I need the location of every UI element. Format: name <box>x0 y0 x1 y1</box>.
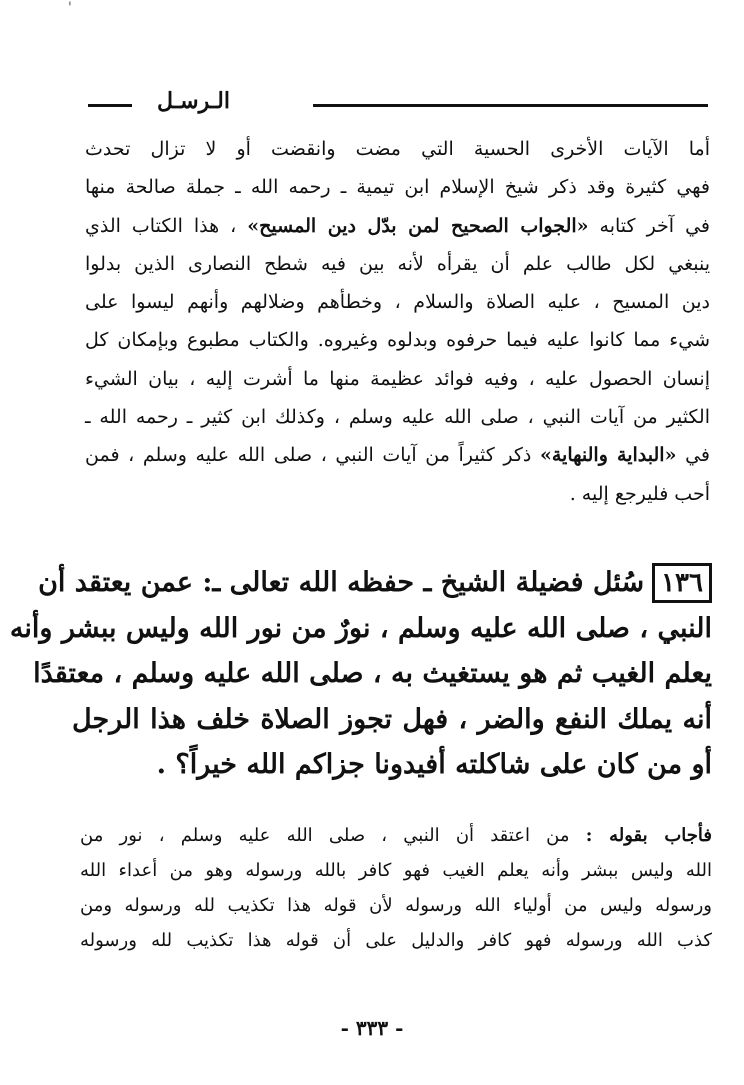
text-segment: سُئل فضيلة الشيخ ـ حفظه الله تعالى ـ: عمن يعتقد أن <box>38 567 645 598</box>
text-segment: في <box>685 444 710 467</box>
text-line: يعلم الغيب ثم هو يستغيث به ، صلى الله عليه وسلم ، معتقدًا <box>33 658 712 689</box>
paragraph-intro <box>85 130 710 513</box>
text-line: الله وليس ببشر وأنه يعلم الغيب فهو كافر بالله ورسوله وهو من أعداء الله <box>80 860 712 881</box>
text-line <box>38 560 712 606</box>
text-line: أما الآيات الأخرى الحسية التي مضت وانقضت أو لا تزال تحدث <box>85 138 710 160</box>
text-line: كذب الله ورسوله فهو كافر والدليل على أن قوله هذا تكذيب لله ورسوله <box>80 930 712 951</box>
text-segment: ذكر كثيراً من آيات النبي ، صلى الله عليه وسلم ، فمن <box>85 444 532 467</box>
page-number: - ٣٣٣ - <box>340 1016 404 1040</box>
text-line: ينبغي لكل طالب علم أن يقرأه لأنه بين فيه شطح النصارى الذين بدلوا <box>85 252 710 275</box>
corner-mark: ' <box>68 0 72 16</box>
question-number: ١٣٦ <box>652 563 712 603</box>
text-line: شيء مما كانوا عليه فيما حرفوه وبدلوه وغيروه. والكتاب مطبوع وبإمكان كل <box>85 329 710 352</box>
text-segment: من اعتقد أن النبي ، صلى الله عليه وسلم ، نور من <box>80 825 570 846</box>
text-line <box>80 818 712 853</box>
header-rule-long <box>313 104 708 107</box>
text-line <box>85 207 710 245</box>
text-line: النبي ، صلى الله عليه وسلم ، نورٌ من نور الله وليس ببشر وأنه <box>9 612 712 644</box>
text-line: دين المسيح ، عليه الصلاة والسلام ، وخطأهم وضلالهم وأنهم ليسوا على <box>85 291 710 314</box>
book-title: «البداية والنهاية» <box>540 444 677 467</box>
header-rule-short <box>88 104 132 107</box>
text-line: أو من كان على شاكلته أفيدونا جزاكم الله خيراً؟ . <box>156 749 712 780</box>
running-header <box>88 88 708 116</box>
text-segment: في آخر كتابه <box>599 214 710 237</box>
text-segment: ، هذا الكتاب الذي <box>85 214 237 237</box>
text-line: أنه يملك النفع والضر ، فهل تجوز الصلاة خلف هذا الرجل <box>72 703 712 735</box>
text-line: إنسان الحصول عليه ، وفيه فوائد عظيمة منها ما أشرت إليه ، بيان الشيء <box>85 367 710 390</box>
text-line: فهي كثيرة وقد ذكر شيخ الإسلام ابن تيمية ـ رحمه الله ـ جملة صالحة منها <box>85 176 710 199</box>
answer-lead: فأجاب بقوله : <box>585 825 712 846</box>
header-title: الـرسـل <box>157 88 230 114</box>
answer-block <box>80 818 712 958</box>
text-line: ورسوله وليس من أولياء الله ورسوله لأن قوله هذا تكذيب لله ورسوله ومن <box>80 895 712 916</box>
text-line <box>85 436 710 474</box>
book-title: «الجواب الصحيح لمن بدّل دين المسيح» <box>247 214 589 237</box>
text-line: الكثير من آيات النبي ، صلى الله عليه وسلم ، وكذلك ابن كثير ـ رحمه الله ـ <box>85 406 710 429</box>
question-block <box>9 560 712 788</box>
text-line: أحب فليرجع إليه . <box>569 482 710 505</box>
